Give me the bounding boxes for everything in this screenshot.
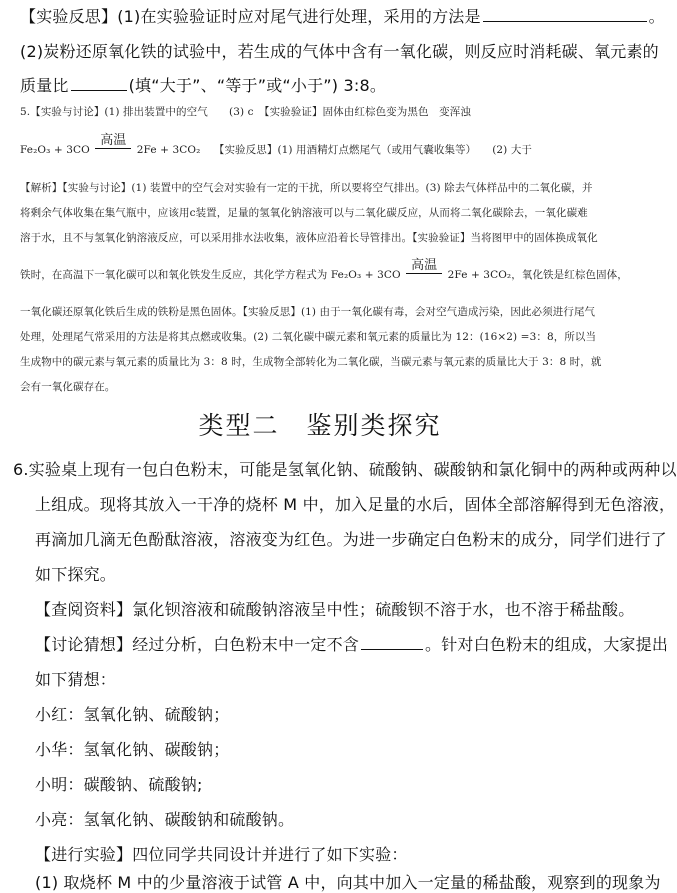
guess-xiaoming: 小明：碳酸钠、硫酸钠; [35, 775, 203, 794]
analysis-equation-right: 2Fe + 3CO₂ [447, 269, 512, 281]
answer5-line1: 5.【实验与讨论】(1) 排出装置中的空气 (3) c 【实验验证】固体由红棕色变为黑色 变浑浊 [20, 106, 471, 118]
analysis-line4-end: ，氧化铁是红棕色固体， [511, 269, 628, 281]
q4-line1-text: 【实验反思】(1)在实验验证时应对尾气进行处理，采用的方法是 [20, 7, 481, 26]
section-title: 类型二 鉴别类探究 [198, 411, 442, 440]
q4-line3 [20, 73, 386, 96]
q6-line3: 再滴加几滴无色酚酞溶液，溶液变为红色。为进一步确定白色粉末的成分，同学们进行了 [35, 530, 667, 549]
q4-line1-end: 。 [648, 7, 665, 26]
q6-discussion [35, 632, 668, 655]
analysis-line8: 会有一氧化碳存在。 [20, 381, 116, 393]
analysis-equation-left: Fe₂O₃ + 3CO [330, 269, 401, 281]
equation-arrow [93, 133, 133, 153]
q6-step1: (1) 取烧杯 M 中的少量溶液于试管 A 中，向其中加入一定量的稀盐酸，观察到的现象为 [35, 873, 661, 892]
analysis-line7: 生成物中的碳元素与氧元素的质量比为 3：8 时，生成物全部转化为二氧化碳，当碳元素与氧元素的质量比大于 3：8 时，就 [20, 356, 602, 368]
answer5-reflection: 【实验反思】(1) 用酒精灯点燃尾气（或用气囊收集等） (2) 大于 [213, 144, 533, 156]
q6-line2: 上组成。现将其放入一干净的烧杯 M 中，加入足量的水后，固体全部溶解得到无色溶液， [35, 495, 676, 514]
analysis-equation-condition: 高温 [411, 258, 438, 273]
q4-line3-end: (填“大于”、“等于”或“小于”) 3:8。 [128, 76, 387, 95]
analysis-line5: 一氧化碳还原氧化铁后生成的铁粉是黑色固体。【实验反思】(1) 由于一氧化碳有毒，会对空气造成污染，因此必须进行尾气 [20, 306, 596, 318]
equation-right: 2Fe + 3CO₂ [136, 144, 201, 156]
analysis-equation-arrow [404, 258, 444, 278]
analysis-line6: 处理，处理尾气常采用的方法是将其点燃或收集。(2) 二氧化碳中碳元素和氧元素的质量比为 12：(16×2) =3：8，所以当 [20, 331, 597, 343]
analysis-line4-text: 铁时，在高温下一氧化碳可以和氧化铁发生反应，其化学方程式为 [20, 269, 328, 281]
q6-discussion-text: 【讨论猜想】经过分析，白色粉末中一定不含 [35, 635, 360, 654]
q6-guess-intro: 如下猜想： [35, 670, 117, 689]
analysis-line2: 将剩余气体收集在集气瓶中，应该用c装置，足量的氢氧化钠溶液可以与二氧化碳反应，从而将二氧化碳除去，一氧化碳难 [20, 207, 588, 219]
answer-blank-excluded [361, 635, 423, 650]
q6-reference-info: 【查阅资料】氯化钡溶液和硫酸钠溶液呈中性；硫酸钡不溶于水，也不溶于稀盐酸。 [35, 600, 635, 619]
guess-xiaohong: 小红：氢氧化钠、硫酸钠； [35, 705, 230, 724]
q6-discussion-end: 。针对白色粉末的组成，大家提出 [425, 635, 669, 654]
analysis-line4 [20, 258, 628, 282]
answer5-line2 [20, 133, 533, 157]
analysis-line3: 溶于水，且不与氢氧化钠溶液反应，可以采用排水法收集，液体应沿着长导管排出。【实验验证】当将图甲中的固体换成氧化 [20, 232, 598, 244]
q6-line4: 如下探究。 [35, 565, 117, 584]
analysis-line1: 【解析】【实验与讨论】(1) 装置中的空气会对实验有一定的干扰，所以要将空气排出。(3) 除去气体样品中的二氧化碳，并 [20, 182, 593, 194]
answer-blank-ratio [71, 76, 127, 91]
equation-condition: 高温 [100, 133, 127, 148]
q6-experiment-intro: 【进行实验】四位同学共同设计并进行了如下实验： [35, 845, 408, 864]
q4-line2: (2)炭粉还原氧化铁的试验中，若生成的气体中含有一氧化碳，则反应时消耗碳、氧元素的 [20, 42, 659, 61]
q4-line1 [20, 4, 665, 27]
guess-xiaohua: 小华：氢氧化钠、碳酸钠； [35, 740, 230, 759]
answer-blank-method [483, 7, 647, 22]
q4-line3-text: 质量比 [20, 76, 69, 95]
guess-xiaoliang: 小亮：氢氧化钠、碳酸钠和硫酸钠。 [35, 810, 295, 829]
q6-line1: 6.实验桌上现有一包白色粉末，可能是氢氧化钠、硫酸钠、碳酸钠和氯化铜中的两种或两种以 [13, 460, 677, 479]
equation-left: Fe₂O₃ + 3CO [20, 144, 90, 156]
